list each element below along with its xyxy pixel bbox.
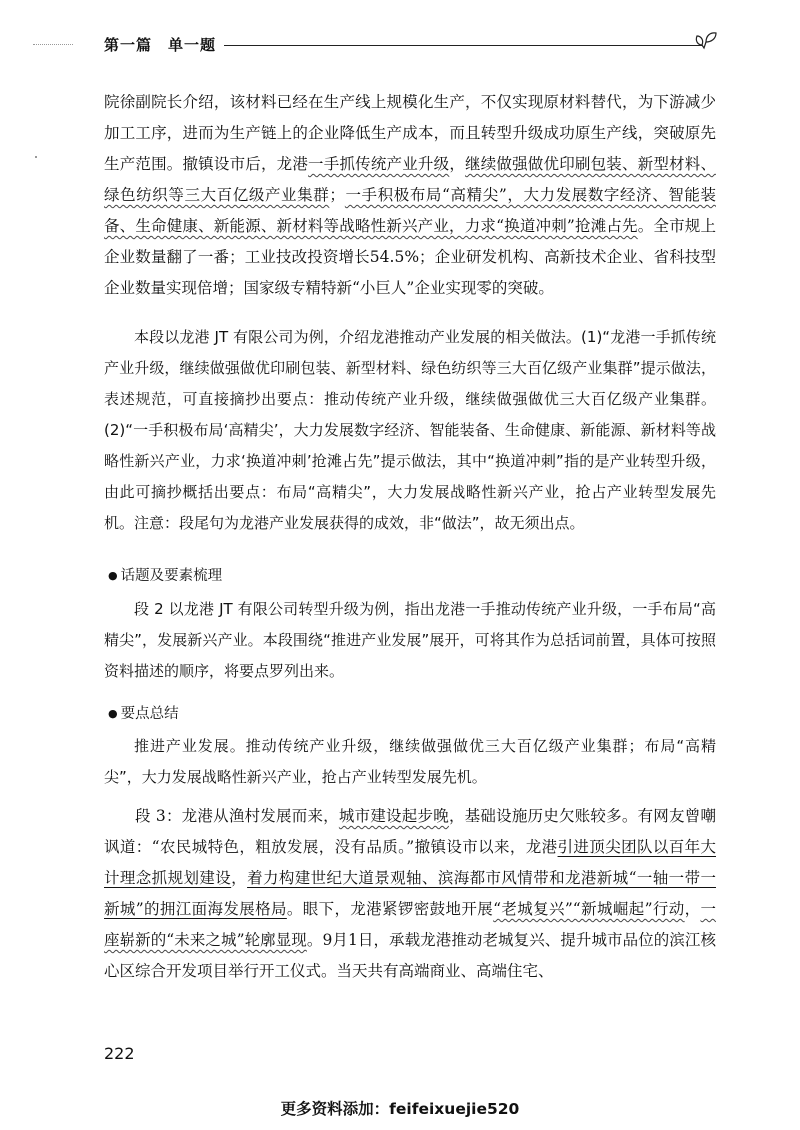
bullet-icon: ●	[108, 707, 118, 720]
p5-text-e: ，	[231, 869, 248, 887]
p5-text-k: 。9月1日，承载龙港推动老城复兴、提升城市品位的滨江核心区综合开发项目举行开工仪式。当天共有高端商业、高端住宅、	[104, 931, 716, 980]
section-heading-summary	[108, 702, 179, 726]
p5-underline-d: 引进顶尖团队以百年大计理念抓规划建设	[104, 838, 716, 887]
p5-underline-f: 着力构建世纪大道景观轴、滨海都市风情带和龙港新城“一轴一带一新城”的拥江面海发展格局	[104, 869, 716, 918]
p1-wavy-b: 一手抓传统产业升级	[308, 155, 450, 173]
margin-mark	[35, 156, 37, 158]
header-rule	[224, 45, 702, 46]
paragraph-5	[104, 801, 716, 987]
heading-1-text: 话题及要素梳理	[120, 568, 223, 584]
p5-text-c: ，基础设施历史欠账较多。有网友曾嘲讽道：“农民城特色，粗放发展，没有品质。”撤镇设市以来，龙港	[104, 807, 716, 856]
p5-wavy-b: 城市建设起步晚	[338, 807, 449, 825]
p1-text-g: 。全市规上企业数量翻了一番；工业技改投资增长54.5%；企业研发机构、高新技术企业、省科技型企业数量实现倍增；国家级专精特新“小巨人”企业实现零的突破。	[104, 217, 716, 297]
p5-text-a: 段 3：龙港从渔村发展而来，	[135, 807, 339, 825]
p5-text-i: ，	[684, 900, 701, 918]
bullet-icon: ●	[108, 569, 118, 582]
p5-wavy-h: “老城复兴”“新城崛起”行动	[493, 900, 685, 918]
section-heading-topic	[108, 564, 222, 588]
p5-text-g: 。眼下，龙港紧锣密鼓地开展	[286, 900, 494, 918]
paragraph-3: 段 2 以龙港 JT 有限公司转型升级为例，指出龙港一手推动传统产业升级，一手布局“高精尖”，发展新兴产业。本段围绕“推进产业发展”展开，可将其作为总括词前置，具体可按照资料描述的顺序，将要点罗列出来。	[104, 600, 716, 680]
paragraph-2-analysis: 本段以龙港 JT 有限公司为例，介绍龙港推动产业发展的相关做法。(1)“龙港一手抓传统产业升级，继续做强做优印刷包装、新型材料、绿色纺织等三大百亿级产业集群”提示做法，表述规范，可直接摘抄出要点：推动传统产业升级，继续做强做优三大百亿级产业集群。(2)“一手积极布局‘高精尖’，大力发展数字经济、智能装备、生命健康、新能源、新材料等战略性新兴产业，力求‘换道冲刺’抢滩占先”提示做法，其中“换道冲刺”指的是产业转型升级，由此可摘抄概括出要点：布局“高精尖”，大力发展战略性新兴产业，抢占产业转型发展先机。注意：段尾句为龙港产业发展获得的成效，非“做法”，故无须出点。	[104, 328, 716, 532]
header-title: 第一篇 单一题	[104, 36, 217, 54]
p1-text-c: ，	[449, 155, 466, 173]
p1-text-e: ；	[329, 186, 345, 204]
footer-note: 更多资料添加：feifeixuejie520	[280, 1100, 520, 1118]
paragraph-1	[104, 87, 716, 304]
margin-dots	[33, 44, 73, 45]
page-number: 222	[104, 1044, 135, 1063]
heading-2-text: 要点总结	[120, 706, 179, 722]
sprout-icon	[692, 26, 720, 54]
p5-wavy-j: 一座崭新的“未来之城”轮廓显现	[104, 900, 716, 949]
paragraph-4-summary: 推进产业发展。推动传统产业升级，继续做强做优三大百亿级产业集群；布局“高精尖”，大力发展战略性新兴产业，抢占产业转型发展先机。	[104, 737, 716, 786]
p1-wavy-d: 继续做强做优印刷包装、新型材料、绿色纺织等三大百亿级产业集群	[104, 155, 716, 204]
page-header	[104, 34, 714, 64]
p1-wavy-f: 一手积极布局“高精尖”，大力发展数字经济、智能装备、生命健康、新能源、新材料等战略性新兴产业，力求“换道冲刺”抢滩占先	[104, 186, 716, 235]
p1-text-a: 院徐副院长介绍，该材料已经在生产线上规模化生产，不仅实现原材料替代，为下游减少加工工序，进而为生产链上的企业降低生产成本，而且转型升级成功原生产线，突破原先生产范围。撤镇设市后，龙港	[104, 93, 716, 173]
